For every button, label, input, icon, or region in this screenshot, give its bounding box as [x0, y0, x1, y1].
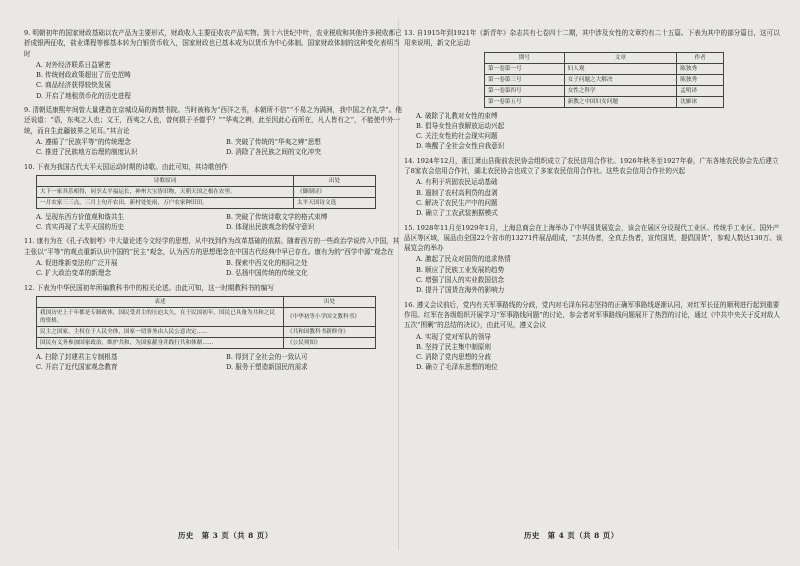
question-stem: 15. 1928年11月至1929年1月，上海总商会在上海举办了中华国货展览会，该会在展区分设现代工业区、传统手工业区、国外产品区等区域，展品由全国22个省市的13271件展品组成，“去其伪者，全真去伪者，宣传国货，提倡国货”，参观人数达130万。该展览会的举办 — [404, 223, 783, 253]
question-stem: 11. 康有为在《孔子改制考》中大量论述今文经学的思想，从中找到作为改革基础的依据。随着西方的一些政治学说传入中国，其主张以“平等”的观点重新认识中国的“民主”观念，认为西方的思想理念在中国古代经典中早已存在。康有为的“西学中源”观念在 — [24, 237, 400, 256]
question-stem: 9. 清朝廷康熙年间曾大量建造在京城设局的海禁书院。当时被称为“西洋之书，本朝所不信”“不易之为满洲，我中国之有礼学”。他还说道：“语，东夷之人也；文王，西夷之人也，曾何损于圣德乎？”“华夷之辨，此至因此心而所在，凡人皆有之”，不能使中外一统，而自生此疆彼界之见耳。”其言论 — [24, 106, 402, 135]
options — [24, 258, 404, 279]
question-15 — [404, 156, 784, 219]
table-header: 作者 — [677, 52, 724, 63]
table-row — [37, 337, 376, 348]
option-d: D. 弘扬中国传统的传统文化 — [226, 269, 308, 278]
question-stem: 9. 明朝初年的国家财政基础以农产品为主要形式，财政收入主要征收农产品实物。到十六世纪中叶，农业税收和其他许多税收都已折成银两征收，盐业课程等都基本转为白银货币收入，国家财政也已基本成为以货币为中心体制。国家财政体制的这种变化表明当时 — [24, 29, 402, 58]
options — [404, 177, 784, 218]
textbook-table — [36, 296, 376, 349]
option-b: B. 坚持了民主集中制原则 — [416, 342, 491, 351]
table-cell: 第一卷第一号 — [485, 63, 565, 74]
table-row — [485, 96, 724, 107]
option-d: D. 开启了地租货币化的历史进程 — [36, 91, 131, 100]
table-cell: 第一卷第四号 — [485, 85, 565, 96]
table-cell: 我国历史上千年都是专制政体，国民受君主的压迫太久，在于民国初年，国民已具备为共和之民的资格。 — [37, 307, 284, 326]
option-b: B. 倡导女性自我解放运动兴起 — [416, 121, 505, 130]
question-stem: 12. 下表为中华民国初年所编教科书中的相关论述。由此可知，这一时期教科书的编写 — [24, 283, 274, 292]
table-cell: 女子问题之大解决 — [564, 74, 677, 85]
table-header: 表述 — [37, 296, 284, 307]
option-b: B. 传统财政政策超出了历史范畴 — [36, 71, 131, 80]
options — [24, 137, 404, 158]
table-cell: 《公民须知》 — [284, 337, 376, 348]
option-d: D. 服务于塑造新国民的需求 — [226, 363, 308, 372]
option-a: A. 破除了礼教对女性的束缚 — [416, 111, 498, 120]
option-a: A. 有利于巩固农民运动基础 — [416, 178, 498, 187]
options — [24, 60, 404, 101]
table-cell: 《共和国教科书新修身》 — [284, 326, 376, 337]
table-cell: 第一卷第五号 — [485, 96, 565, 107]
question-11 — [24, 162, 404, 233]
option-b: B. 得到了全社会的一致认可 — [226, 352, 308, 361]
option-a: A. 对外经济联系日益紧密 — [36, 60, 111, 69]
question-17 — [404, 300, 784, 373]
table-header: 诗歌原词 — [37, 175, 294, 186]
option-c: C. 推进了民族地方治理的制度认识 — [36, 148, 138, 157]
table-cell: 陈独秀 — [677, 63, 724, 74]
options — [24, 352, 404, 373]
page-footer-right: 历史 第 4 页（共 8 页） — [524, 531, 619, 540]
option-c: C. 扩大政治变革的新理念 — [36, 269, 111, 278]
question-16 — [404, 223, 784, 296]
table-row — [37, 197, 376, 208]
table-cell: 陈独秀 — [677, 74, 724, 85]
question-13 — [24, 283, 404, 373]
question-stem: 10. 下表为我国古代太平天国运动时期的诗歌。由此可知，其诗歌创作 — [24, 162, 228, 171]
option-a: A. 遵循了“民族平等”的传统理念 — [36, 137, 131, 146]
table-cell: 《中华初等小学国文教科书》 — [284, 307, 376, 326]
option-b: B. 突破了传统诗歌文学的格式束缚 — [226, 212, 328, 221]
options — [404, 111, 784, 152]
option-a: A. 扫除了封建君主专制根基 — [36, 352, 118, 361]
option-d: D. 提升了国货在海外的影响力 — [416, 286, 505, 295]
question-stem: 13. 自1915年到1921年《新青年》杂志共有七卷四十二期，其中涉及女性的文章约有二十五篇。下表为其中的部分篇目，这可以用来说明，新文化运动 — [404, 29, 780, 48]
option-c: C. 消除了党内思想的分歧 — [416, 353, 491, 362]
option-d: D. 唤醒了全社会女性自我意识 — [416, 142, 505, 151]
table-row — [37, 326, 376, 337]
table-row — [37, 307, 376, 326]
table-row — [485, 63, 724, 74]
table-row — [485, 74, 724, 85]
left-page — [24, 28, 404, 377]
question-stem: 16. 遵义会议前后，党内有关军事路线的分歧，党内对毛泽东同志坚持的正确军事路线逐渐认同，对红军长征的顺利进行起到重要作用。红军在各级组织开展学习“军事路线问题”的讨论，参会者对军事路线问题展开了热烈的讨论，通过《中共中央关于反对敌人五次“围剿”的总结的决议》，由此可见，遵义会议 — [404, 300, 780, 330]
option-a: A. 激起了民众对国货的追求热情 — [416, 255, 511, 264]
poem-table — [36, 175, 376, 209]
page-footer-left: 历史 第 3 页（共 8 页） — [178, 531, 273, 540]
table-cell: 国民有义务参加国家政治，维护共和，为国家献身并践行共和体制…… — [37, 337, 284, 348]
table-header: 出处 — [284, 296, 376, 307]
table-header: 期号 — [485, 52, 565, 63]
option-b: B. 探索中西文化的相同之处 — [226, 259, 308, 268]
table-cell: 《御制诗》 — [294, 186, 376, 197]
table-header: 文章 — [564, 52, 677, 63]
question-10 — [24, 105, 404, 157]
option-b: B. 突破了传统的“华夷之辨”思想 — [226, 137, 321, 146]
table-cell: 太平天国诗文选 — [294, 197, 376, 208]
option-b: B. 顺应了民族工业发展的趋势 — [416, 265, 505, 274]
option-a: A. 促进维新变法的广泛开展 — [36, 259, 118, 268]
question-12 — [24, 236, 404, 278]
option-b: B. 遏制了农村高利贷的盘剥 — [416, 188, 498, 197]
options — [404, 332, 784, 373]
question-14 — [404, 28, 784, 152]
table-header: 出处 — [294, 175, 376, 186]
option-c: C. 商品经济获得较快发展 — [36, 81, 111, 90]
table-row — [485, 85, 724, 96]
option-c: C. 真实再现了太平天国的历史 — [36, 223, 125, 232]
option-a: A. 呈现东西方价值观和谐共生 — [36, 212, 125, 221]
table-cell: 一月农家三三点，三月上旬开农田，新村处处雨，万户农家种旧田。 — [37, 197, 294, 208]
table-cell: 沈雁冰 — [677, 96, 724, 107]
article-table — [484, 52, 724, 108]
option-d: D. 确立了毛泽东思想的地位 — [416, 363, 498, 372]
table-cell: 妇人观 — [564, 63, 677, 74]
right-page — [404, 28, 784, 377]
option-d: D. 消除了各民族之间的文化冲突 — [226, 148, 321, 157]
question-9 — [24, 28, 404, 101]
option-d: D. 体现出民族观念的保守意识 — [226, 223, 315, 232]
options — [404, 254, 784, 295]
table-cell: 大下一家其乐相得，同享太平福运长，神州大宝皆旧物，天朝天国之根在农里。 — [37, 186, 294, 197]
table-cell: 民主之国家，主权在于人民全体，国家一切事务由人民公意决定…… — [37, 326, 284, 337]
table-cell: 孟明译 — [677, 85, 724, 96]
option-d: D. 确立了工农武装割据模式 — [416, 209, 498, 218]
option-c: C. 关注女性的社会现实问题 — [416, 132, 498, 141]
option-c: C. 解决了农民生产中的问题 — [416, 198, 498, 207]
option-a: A. 实现了党对军队的领导 — [416, 332, 491, 341]
options — [24, 212, 404, 233]
option-c: C. 开启了近代国家观念教育 — [36, 363, 118, 372]
table-cell: 新教之中国妇女问题 — [564, 96, 677, 107]
table-cell: 女性之科学 — [564, 85, 677, 96]
table-row — [37, 186, 376, 197]
question-stem: 14. 1924年12月，浙江萧山县衙前农民协会组织成立了农民信用合作社。1926年秋冬至1927年春，广东各地农民协会先后建立了8家农会信用合作社，湖北农民协会也成立了多家农民信用合作社。这些农会信用合作社的兴起 — [404, 156, 779, 176]
table-cell: 第一卷第三号 — [485, 74, 565, 85]
option-c: C. 增强了国人的实业救国信念 — [416, 276, 505, 285]
